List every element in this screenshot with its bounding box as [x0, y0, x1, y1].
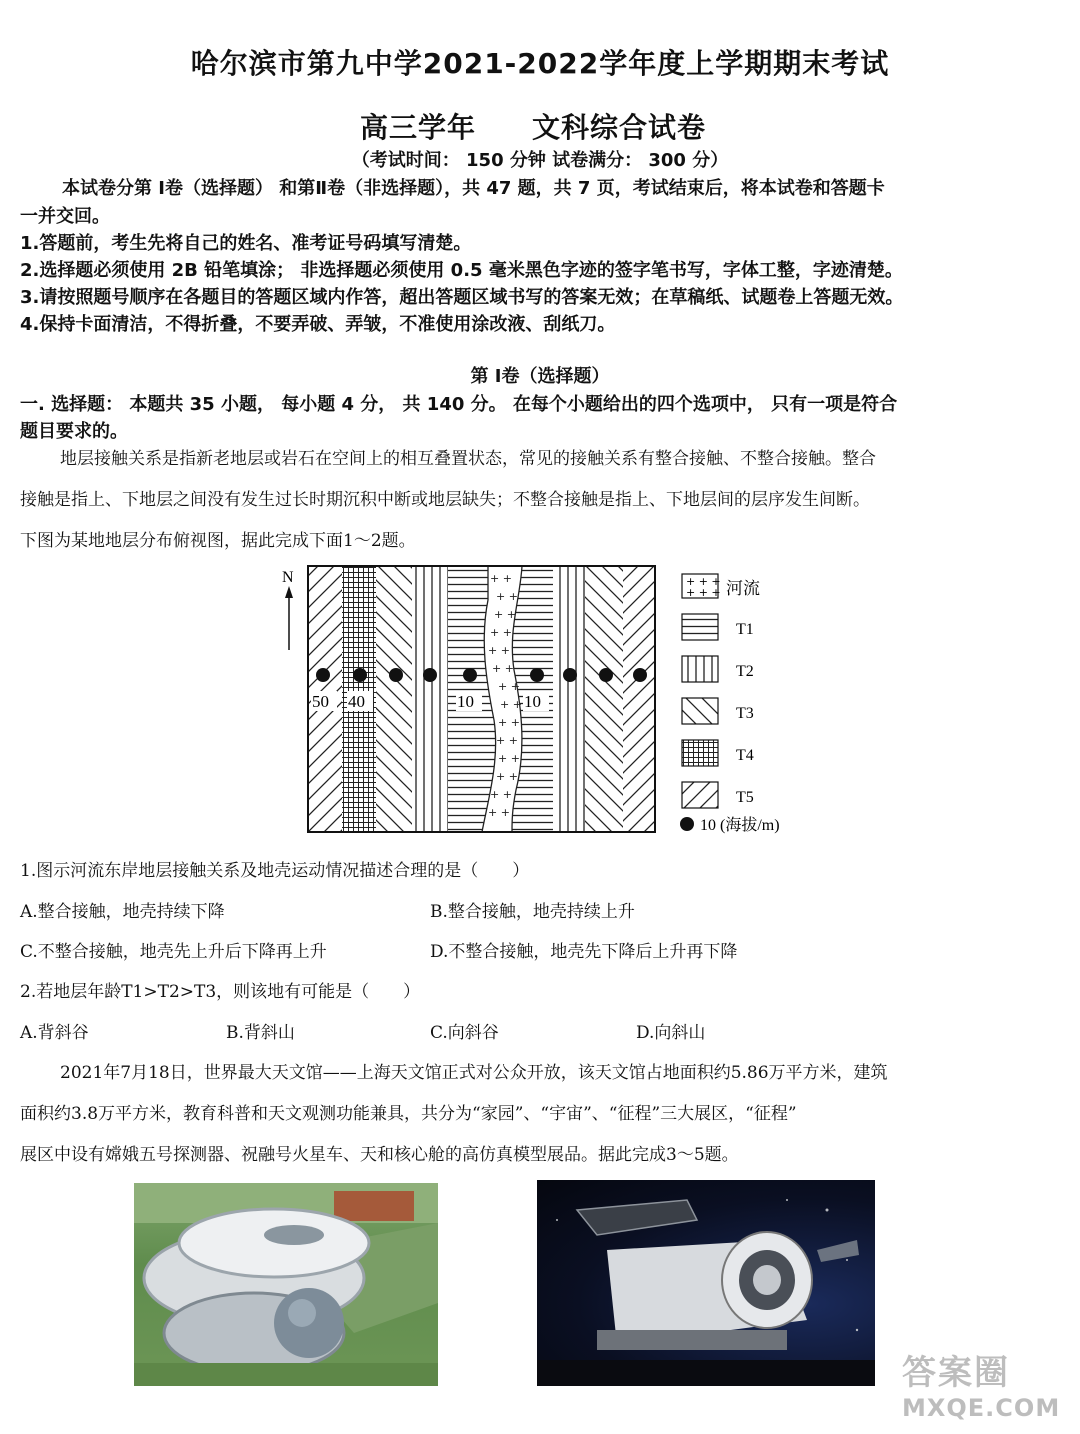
instruction-item: 1.答题前，考生先将自己的姓名、准考证号码填写清楚。 — [20, 233, 472, 254]
legend-label-elevation: 10 (海拔/m) — [700, 817, 780, 834]
question-2-option-c[interactable]: C.向斜谷 — [430, 1023, 499, 1043]
passage-line: 面积约3.8万平方米，教育科普和天文观测功能兼具，共分为“家园”、“宇宙”、“征程”三大展区，“征程” — [20, 1104, 797, 1124]
north-arrow — [282, 569, 294, 650]
map-legend — [680, 574, 780, 834]
paper-name: 文科综合试卷 — [532, 111, 707, 144]
grade-label: 高三学年 — [360, 111, 477, 144]
instruction-item: 3.请按照题号顺序在各题目的答题区域内作答，超出答题区域书写的答案无效；在草稿纸、试题卷上答题无效。 — [20, 287, 904, 308]
instructions-intro-cont: 一并交回。 — [20, 206, 110, 227]
section-heading: 第 Ⅰ卷（选择题） — [470, 366, 610, 387]
svg-text:+ +: + + — [490, 572, 512, 585]
svg-text:+ +: + + — [494, 608, 516, 621]
instruction-item: 2.选择题必须使用 2B 铅笔填涂； 非选择题必须使用 0.5 毫米黑色字迹的签字笔书写，字体工整，字迹清楚。 — [20, 260, 903, 281]
watermark-logo-text: 答案圈 — [902, 1353, 1010, 1393]
elevation-label: 50 — [312, 692, 329, 711]
svg-text:+ +: + + — [490, 788, 512, 801]
question-1-option-b[interactable]: B.整合接触，地壳持续上升 — [430, 902, 635, 922]
svg-text:+ +: + + — [492, 662, 514, 675]
svg-text:+ + +: + + + — [686, 575, 721, 588]
svg-text:+ +: + + — [496, 770, 518, 783]
elevation-label: 10 — [524, 692, 541, 711]
svg-text:+ +: + + — [496, 590, 518, 603]
svg-text:+ +: + + — [488, 644, 510, 657]
passage-line: 地层接触关系是指新老地层或岩石在空间上的相互叠置状态，常见的接触关系有整合接触、不整合接触。整合 — [60, 449, 876, 469]
question-2-option-a[interactable]: A.背斜谷 — [20, 1023, 89, 1043]
planetarium-photo — [134, 1183, 438, 1386]
stratum-map — [276, 560, 816, 840]
watermark — [902, 1345, 1072, 1425]
elevation-label: 40 — [348, 692, 365, 711]
question-2-option-b[interactable]: B.背斜山 — [226, 1023, 295, 1043]
exam-info: （考试时间： 150 分钟 试卷满分： 300 分） — [351, 150, 729, 171]
section-description: 一. 选择题： 本题共 35 小题， 每小题 4 分， 共 140 分。 在每个小题给出的四个选项中， 只有一项是符合 — [20, 394, 898, 415]
legend-label-t5: T5 — [736, 789, 754, 806]
svg-text:+ +: + + — [490, 626, 512, 639]
svg-text:+ +: + + — [496, 734, 518, 747]
svg-text:+ +: + + — [500, 698, 522, 711]
legend-label-t2: T2 — [736, 663, 754, 680]
question-2-option-d[interactable]: D.向斜山 — [636, 1023, 706, 1043]
question-2-stem: 2.若地层年龄T1>T2>T3，则该地有可能是（ ） — [20, 982, 421, 1002]
svg-text:+ + +: + + + — [686, 586, 721, 599]
band-t5-east — [623, 566, 655, 832]
watermark-site-text: MXQE.COM — [902, 1394, 1061, 1422]
space-station-model-photo — [537, 1180, 875, 1386]
passage-line: 展区中设有嫦娥五号探测器、祝融号火星车、天和核心舱的高仿真模型展品。据此完成3～5题。 — [20, 1145, 739, 1165]
svg-text:+ +: + + — [498, 716, 520, 729]
band-t2-east — [553, 566, 585, 832]
legend-label-t1: T1 — [736, 621, 754, 638]
svg-text:+ +: + + — [488, 806, 510, 819]
section-description-cont: 题目要求的。 — [20, 421, 128, 442]
legend-label-t3: T3 — [736, 705, 754, 722]
question-1-option-d[interactable]: D.不整合接触，地壳先下降后上升再下降 — [430, 942, 738, 962]
legend-label-river: 河流 — [726, 579, 760, 599]
exam-title: 哈尔滨市第九中学2021-2022学年度上学期期末考试 — [190, 47, 890, 80]
band-t3-west — [376, 566, 412, 832]
legend-label-t4: T4 — [736, 747, 754, 764]
passage-line: 2021年7月18日，世界最大天文馆——上海天文馆正式对公众开放，该天文馆占地面积约5.86万平方米，建筑 — [60, 1063, 888, 1083]
north-label: N — [282, 569, 294, 586]
passage-line: 接触是指上、下地层之间没有发生过长时期沉积中断或地层缺失；不整合接触是指上、下地层间的层序发生间断。 — [20, 490, 870, 510]
band-t2-west — [412, 566, 448, 832]
instructions-intro: 本试卷分第 Ⅰ卷（选择题） 和第Ⅱ卷（非选择题），共 47 题，共 7 页，考试结束后，将本试卷和答题卡 — [62, 178, 885, 199]
question-1-option-a[interactable]: A.整合接触，地壳持续下降 — [20, 902, 225, 922]
question-1-option-c[interactable]: C.不整合接触，地壳先上升后下降再上升 — [20, 942, 327, 962]
svg-text:+ +: + + — [498, 680, 520, 693]
elevation-label: 10 — [457, 692, 474, 711]
svg-text:+ +: + + — [498, 752, 520, 765]
passage-line: 下图为某地地层分布俯视图，据此完成下面1～2题。 — [20, 531, 416, 551]
band-t3-east — [585, 566, 623, 832]
question-1-stem: 1.图示河流东岸地层接触关系及地壳运动情况描述合理的是（ ） — [20, 861, 530, 881]
instruction-item: 4.保持卡面清洁，不得折叠，不要弄破、弄皱，不准使用涂改液、刮纸刀。 — [20, 314, 616, 335]
